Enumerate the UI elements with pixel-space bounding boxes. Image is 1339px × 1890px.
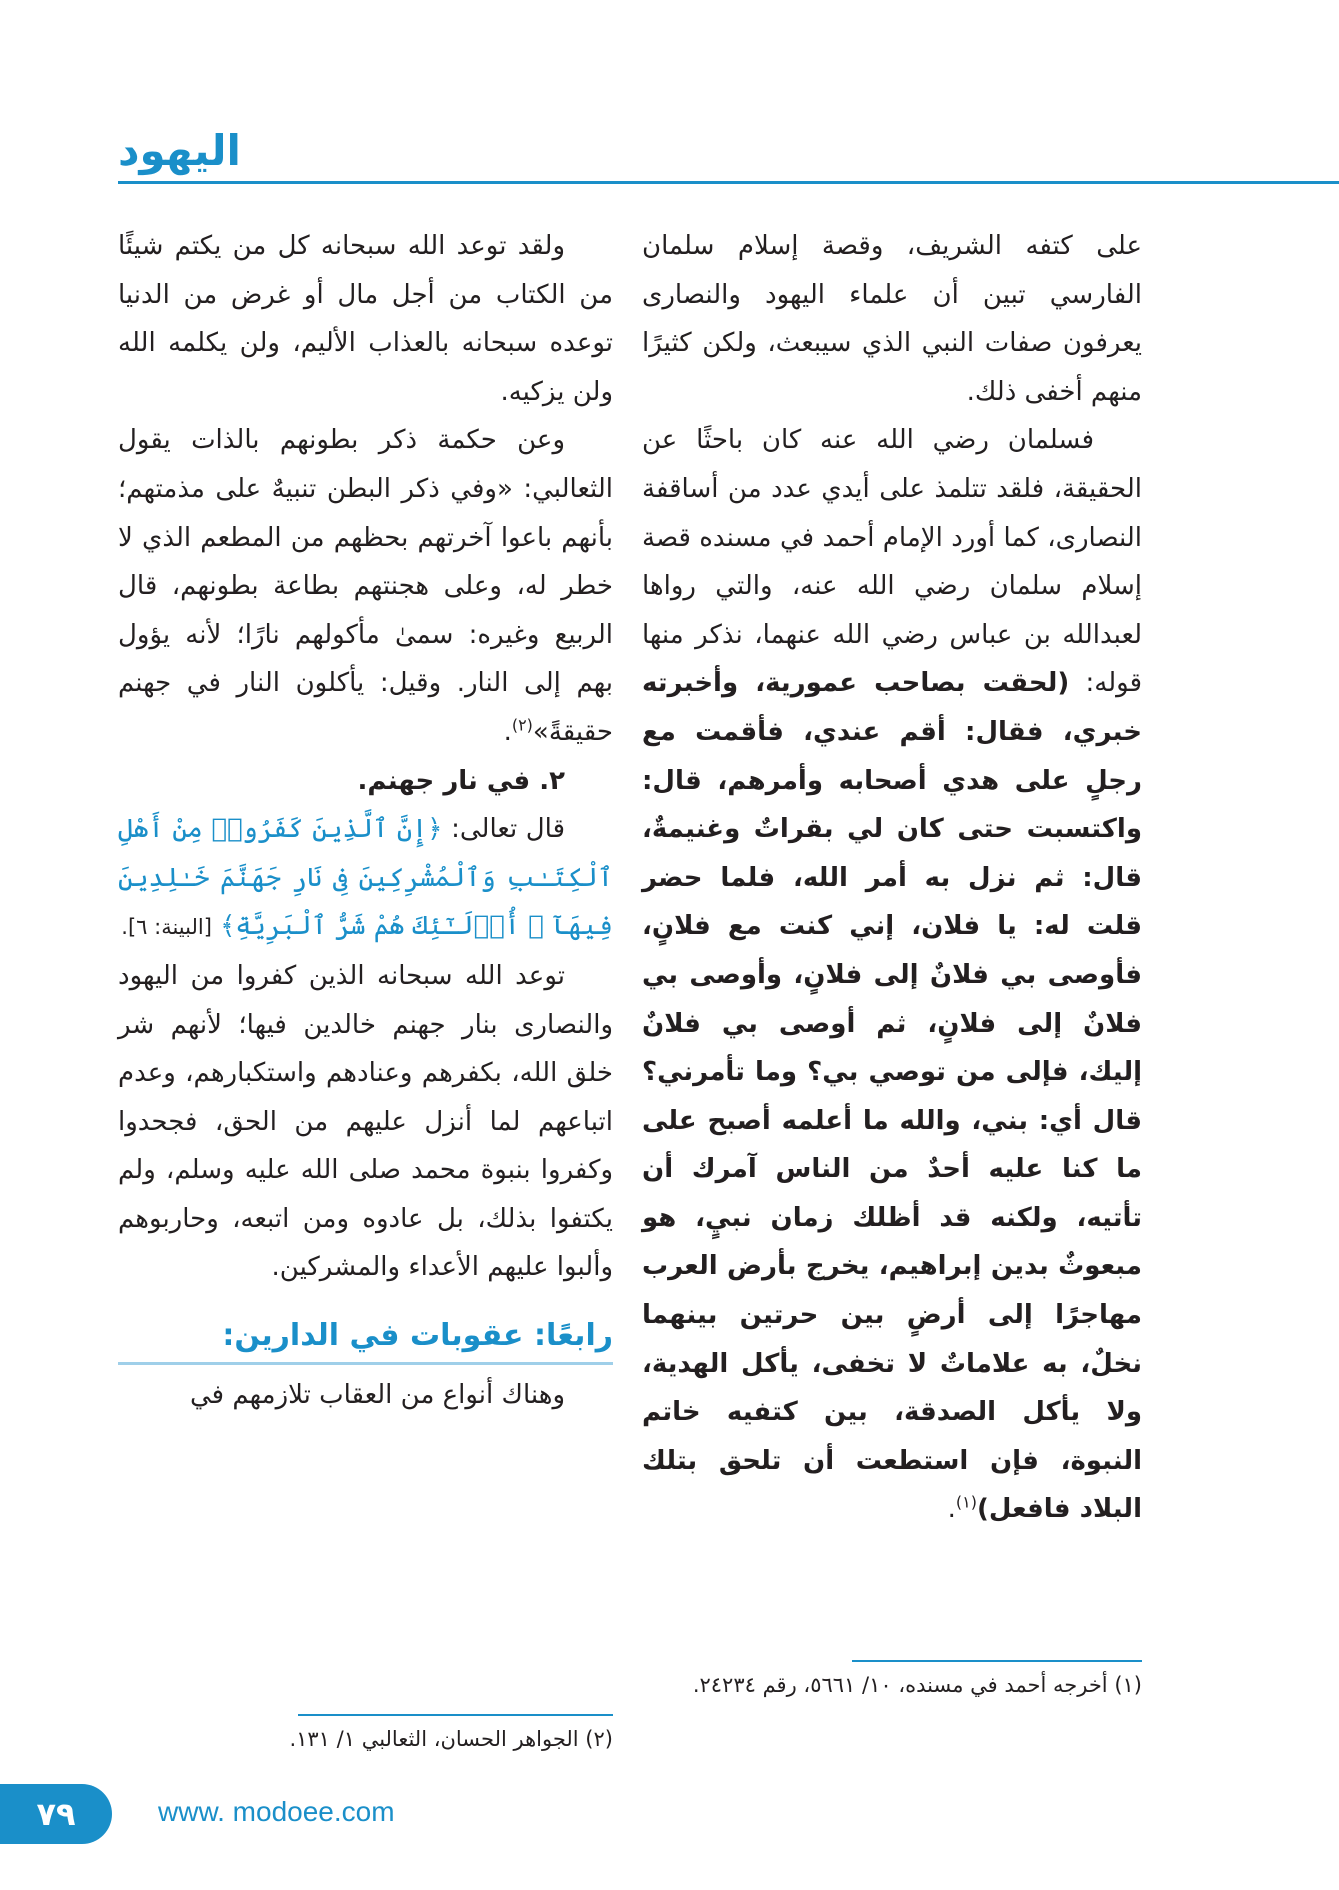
right-text-column [642,222,1142,1534]
paragraph [642,416,1142,1534]
paragraph: توعد الله سبحانه الذين كفروا من اليهود والنصارى بنار جهنم خالدين فيها؛ لأنهم شر خلق الله، بكفرهم وعنادهم واستكبارهم، وعدم اتباعهم لما أنزل عليهم من الحق، فجحدوا وكفروا بنبوة محمد صلى الله عليه وسلم، ولم يكتفوا بذلك، بل عادوه ومن اتبعه، وحاربوهم وألبوا عليهم الأعداء والمشركين. [118,960,613,1283]
paragraph-body: وعن حكمة ذكر بطونهم بالذات يقول الثعالبي: «وفي ذكر البطن تنبيهٌ على مذمتهم؛ بأنهم باعوا آخرتهم بحظهم من المطعم الذي لا خطر له، وعلى هجنتهم بطاعة بطونهم، قال الربيع وغيره: سمىٰ مأكولهم نارًا؛ لأنه يؤول بهم إلى النار. وقيل: يأكلون النار في جهنم حقيقةً» [118,425,613,747]
footnote-1: (١) أخرجه أحمد في مسنده، ١٠/ ٥٦٦١، رقم ٢٤٢٣٤. [692,1673,1142,1697]
website-url[interactable]: www. modoee.com [158,1796,395,1827]
paragraph-end: . [503,716,512,747]
paragraph-end: . [947,1494,956,1525]
subheading: ٢. في نار جهنم. [357,765,565,796]
salman-quote: (لحقت بصاحب عمورية، وأخبرته خبري، فقال: أقم عندي، فأقمت مع رجلٍ على هدي أصحابه وأمرهم، قال: واكتسبت حتى كان لي بقراتٌ وغنيمةٌ، قال: ثم نزل به أمر الله، فلما حضر قلت له: يا فلان، إني كنت مع فلانٍ، فأوصى بي فلانٌ إلى فلانٍ، وأوصى بي فلانٌ إلى فلانٍ، ثم أوصى بي فلانٌ إليك، فإلى من توصي بي؟ وما تأمرني؟ قال أي: بني، والله ما أعلمه أصبح على ما كنا عليه أحدٌ من الناس آمرك أن تأتيه، ولكنه قد أظلك زمان نبيٍ، هو مبعوثٌ بدين إبراهيم، يخرج بأرض العرب مهاجرًا إلى أرضٍ بين حرتين بينهما نخلٌ، به علاماتٌ لا تخفى، يأكل الهدية، ولا يأكل الصدقة، بين كتفيه خاتم النبوة، فإن استطعت أن تلحق بتلك البلاد فافعل) [642,668,1142,1525]
quran-paragraph [118,805,613,952]
section-heading: رابعًا: عقوبات في الدارين: [118,1314,613,1365]
quran-verse: ﴿إِنَّ ٱلَّذِينَ كَفَرُوا۟ مِنْ أَهْلِ ٱلْكِتَـٰبِ وَٱلْمُشْرِكِينَ فِى نَارِ جَهَنَّمَ خَـٰلِدِينَ فِيهَآ ۚ أُو۟لَـٰٓئِكَ هُمْ شَرُّ ٱلْبَرِيَّةِ﴾ [118,814,613,942]
paragraph-intro: قال تعالى: [451,814,566,845]
footnote-marker[interactable]: (٢) [511,715,533,735]
running-header-title: اليهود [118,126,241,175]
footnote-marker[interactable]: (١) [955,1492,977,1512]
page-number: ٧٩ [36,1795,76,1833]
paragraph-intro: فسلمان رضي الله عنه كان باحثًا عن الحقيقة، فلقد تتلمذ على أيدي عدد من أساقفة النصارى، كما أورد الإمام أحمد في مسنده قصة إسلام سلمان رضي الله عنه، والتي رواها لعبدالله بن عباس رضي الله عنهما، نذكر منها قوله: [642,425,1142,699]
footnote-rule [852,1660,1142,1662]
paragraph: على كتفه الشريف، وقصة إسلام سلمان الفارسي تبين أن علماء اليهود والنصارى يعرفون صفات النبي الذي سيبعث، ولكن كثيرًا منهم أخفى ذلك. [642,231,1142,407]
footnote-rule [298,1714,613,1716]
footnote-2: (٢) الجواهر الحسان، الثعالبي ١/ ١٣١. [289,1727,613,1751]
left-text-column [118,222,613,1420]
verse-reference: [البينة: ٦]. [121,915,212,940]
header-rule [118,181,1339,184]
paragraph [118,416,613,756]
paragraph: وهناك أنواع من العقاب تلازمهم في [190,1380,565,1411]
paragraph: ولقد توعد الله سبحانه كل من يكتم شيئًا من الكتاب من أجل مال أو غرض من الدنيا توعده سبحانه بالعذاب الأليم، ولن يكلمه الله ولن يزكيه. [118,231,613,407]
page-number-tab [0,1784,112,1844]
